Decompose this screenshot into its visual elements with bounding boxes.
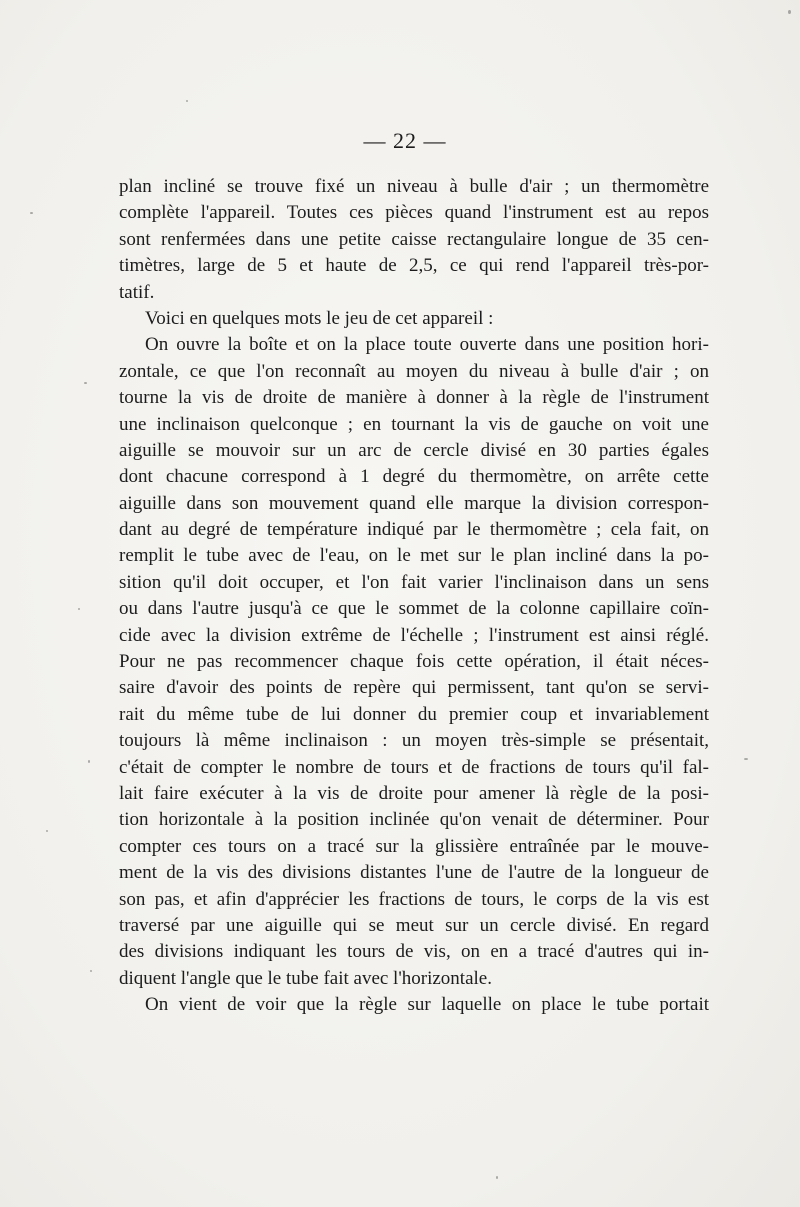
body-text xyxy=(119,174,709,1019)
scan-speck xyxy=(788,10,791,14)
scan-speck xyxy=(30,212,33,214)
text-line: compter ces tours on a tracé sur la glissière entraînée par le mouve- xyxy=(119,835,709,857)
text-line: On vient de voir que la règle sur laquelle on place le tube portait xyxy=(145,994,709,1016)
text-line: complète l'appareil. Toutes ces pièces quand l'instrument est au repos xyxy=(119,202,709,224)
text-line: dant au degré de température indiqué par le thermomètre ; cela fait, on xyxy=(119,519,709,541)
scan-speck xyxy=(84,382,87,384)
scan-speck xyxy=(744,758,748,760)
text-line: sition qu'il doit occuper, et l'on fait varier l'inclinaison dans un sens xyxy=(119,571,709,593)
text-line: lait faire exécuter à la vis de droite pour amener là règle de la posi- xyxy=(119,782,709,804)
text-line: rait du même tube de lui donner du premier coup et invariablement xyxy=(119,703,709,725)
text-line: sont renfermées dans une petite caisse rectangulaire longue de 35 cen- xyxy=(119,228,709,250)
text-line: des divisions indiquant les tours de vis, on en a tracé d'autres qui in- xyxy=(119,941,709,963)
text-line: remplit le tube avec de l'eau, on le met sur le plan incliné dans la po- xyxy=(119,545,709,567)
text-line: Pour ne pas recommencer chaque fois cette opération, il était néces- xyxy=(119,651,709,673)
text-line: diquent l'angle que le tube fait avec l'horizontale. xyxy=(119,967,492,989)
text-line: On ouvre la boîte et on la place toute ouverte dans une position hori- xyxy=(145,334,709,356)
scan-speck xyxy=(78,608,80,610)
text-line: timètres, large de 5 et haute de 2,5, ce qui rend l'appareil très-por- xyxy=(119,255,709,277)
text-line: Voici en quelques mots le jeu de cet appareil : xyxy=(145,307,494,329)
scan-speck xyxy=(46,830,48,832)
text-line: zontale, ce que l'on reconnaît au moyen du niveau à bulle d'air ; on xyxy=(119,360,709,382)
scan-speck xyxy=(88,760,90,763)
text-line: aiguille se mouvoir sur un arc de cercle divisé en 30 parties égales xyxy=(119,439,709,461)
text-line: dont chacune correspond à 1 degré du thermomètre, on arrête cette xyxy=(119,466,709,488)
text-line: tatif. xyxy=(119,281,155,303)
text-line: une inclinaison quelconque ; en tournant la vis de gauche on voit une xyxy=(119,413,709,435)
text-line: traversé par une aiguille qui se meut sur un cercle divisé. En regard xyxy=(119,914,709,936)
text-line: cide avec la division extrême de l'échelle ; l'instrument est ainsi réglé. xyxy=(119,624,709,646)
page-number: — 22 — xyxy=(363,128,447,153)
text-line: ou dans l'autre jusqu'à ce que le sommet de la colonne capillaire coïn- xyxy=(119,598,709,620)
text-line: c'était de compter le nombre de tours et de fractions de tours qu'il fal- xyxy=(119,756,709,778)
text-line: tourne la vis de droite de manière à donner à la règle de l'instrument xyxy=(119,387,709,409)
scan-speck xyxy=(496,1176,498,1179)
text-line: plan incliné se trouve fixé un niveau à bulle d'air ; un thermomètre xyxy=(119,176,709,197)
text-line: aiguille dans son mouvement quand elle marque la division correspon- xyxy=(119,492,709,514)
text-line: saire d'avoir des points de repère qui permissent, tant qu'on se servi- xyxy=(119,677,709,699)
scan-speck xyxy=(90,970,92,972)
text-line: toujours là même inclinaison : un moyen très-simple se présentait, xyxy=(119,730,709,752)
text-line: son pas, et afin d'apprécier les fractions de tours, le corps de la vis est xyxy=(119,888,709,910)
text-line: ment de la vis des divisions distantes l'une de l'autre de la longueur de xyxy=(119,862,709,884)
scan-speck xyxy=(186,100,188,102)
text-line: tion horizontale à la position inclinée qu'on venait de déterminer. Pour xyxy=(119,809,709,831)
